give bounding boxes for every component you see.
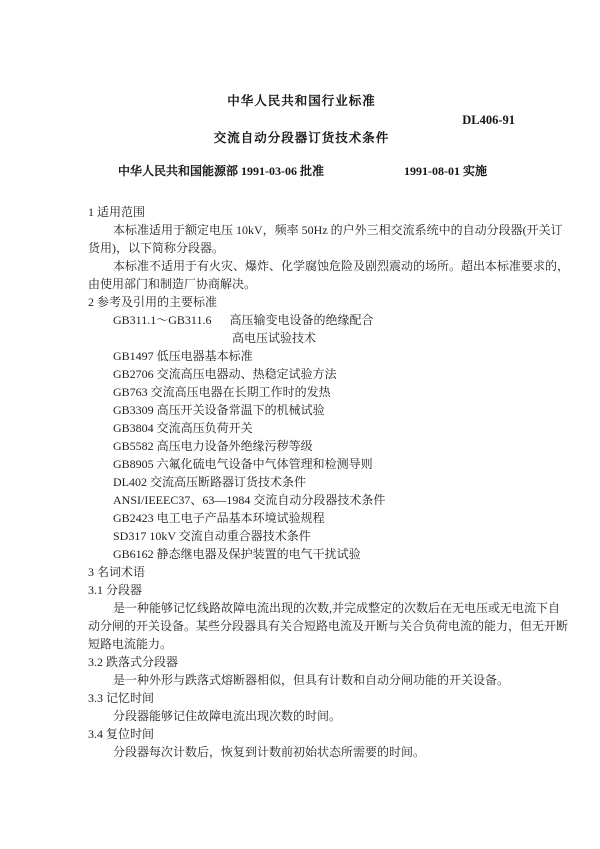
standard-category-label: 中华人民共和国行业标准	[227, 94, 376, 108]
approval-info: 中华人民共和国能源部 1991-03-06 批准	[118, 164, 324, 178]
paragraph-line: 是一种外形与跌落式熔断器相似，但具有计数和自动分闸功能的开关设备。	[113, 673, 510, 687]
reference-item: GB1497 低压电器基本标准	[113, 349, 253, 363]
paragraph-line: 本标准适用于额定电压 10kV，频率 50Hz 的户外三相交流系统中的自动分段器(开关订	[113, 223, 563, 237]
paragraph-line: 由使用部门和制造厂协商解决。	[88, 277, 257, 291]
section-heading: 3.3 记忆时间	[88, 691, 155, 705]
approval-row	[88, 162, 515, 180]
paragraph-line: 分段器每次计数后，恢复到计数前初始状态所需要的时间。	[113, 745, 426, 759]
paragraph-line: 短路电流能力。	[88, 637, 173, 651]
effective-date: 1991-08-01 实施	[404, 164, 487, 178]
section-heading: 1 适用范围	[88, 205, 146, 219]
section-heading: 3 名词术语	[88, 565, 146, 579]
document-title: 交流自动分段器订货技术条件	[213, 131, 390, 145]
reference-item: GB311.1～GB311.6 高压输变电设备的绝缘配合	[113, 313, 374, 327]
paragraph-line: 货用)，以下简称分段器。	[88, 241, 224, 255]
reference-item: DL402 交流高压断路器订货技术条件	[113, 475, 306, 489]
section-heading: 3.1 分段器	[88, 583, 143, 597]
paragraph-line: 本标准不适用于有火灾、爆炸、化学腐蚀危险及剧烈震动的场所。超出本标准要求的，	[113, 259, 570, 273]
reference-item: GB3309 高压开关设备常温下的机械试验	[113, 403, 325, 417]
reference-item: GB6162 静态继电器及保护装置的电气干扰试验	[113, 547, 361, 561]
section-heading: 3.2 跌落式分段器	[88, 655, 179, 669]
standard-number: DL406-91	[462, 113, 515, 127]
paragraph-line: 是一种能够记忆线路故障电流出现的次数,并完成整定的次数后在无电压或无电流下自	[113, 601, 561, 615]
reference-item: GB763 交流高压电器在长期工作时的发热	[113, 385, 331, 399]
reference-item-continuation: 高电压试验技术	[232, 331, 317, 345]
section-heading: 3.4 复位时间	[88, 727, 155, 741]
reference-item: GB2423 电工电子产品基本环境试验规程	[113, 511, 325, 525]
document-body	[88, 203, 570, 761]
reference-item: GB8905 六氟化硫电气设备中气体管理和检测导则	[113, 457, 373, 471]
paragraph-line: 分段器能够记住故障电流出现次数的时间。	[113, 709, 342, 723]
reference-item: SD317 10kV 交流自动重合器技术条件	[113, 529, 311, 543]
reference-item: GB2706 交流高压电器动、热稳定试验方法	[113, 367, 337, 381]
paragraph-line: 动分闸的开关设备。某些分段器具有关合短路电流及开断与关合负荷电流的能力，但无开断	[88, 619, 569, 633]
reference-item: ANSI/IEEEC37、63—1984 交流自动分段器技术条件	[113, 493, 386, 507]
reference-item: GB3804 交流高压负荷开关	[113, 421, 253, 435]
reference-item: GB5582 高压电力设备外绝缘污秽等级	[113, 439, 313, 453]
section-heading: 2 参考及引用的主要标准	[88, 295, 218, 309]
